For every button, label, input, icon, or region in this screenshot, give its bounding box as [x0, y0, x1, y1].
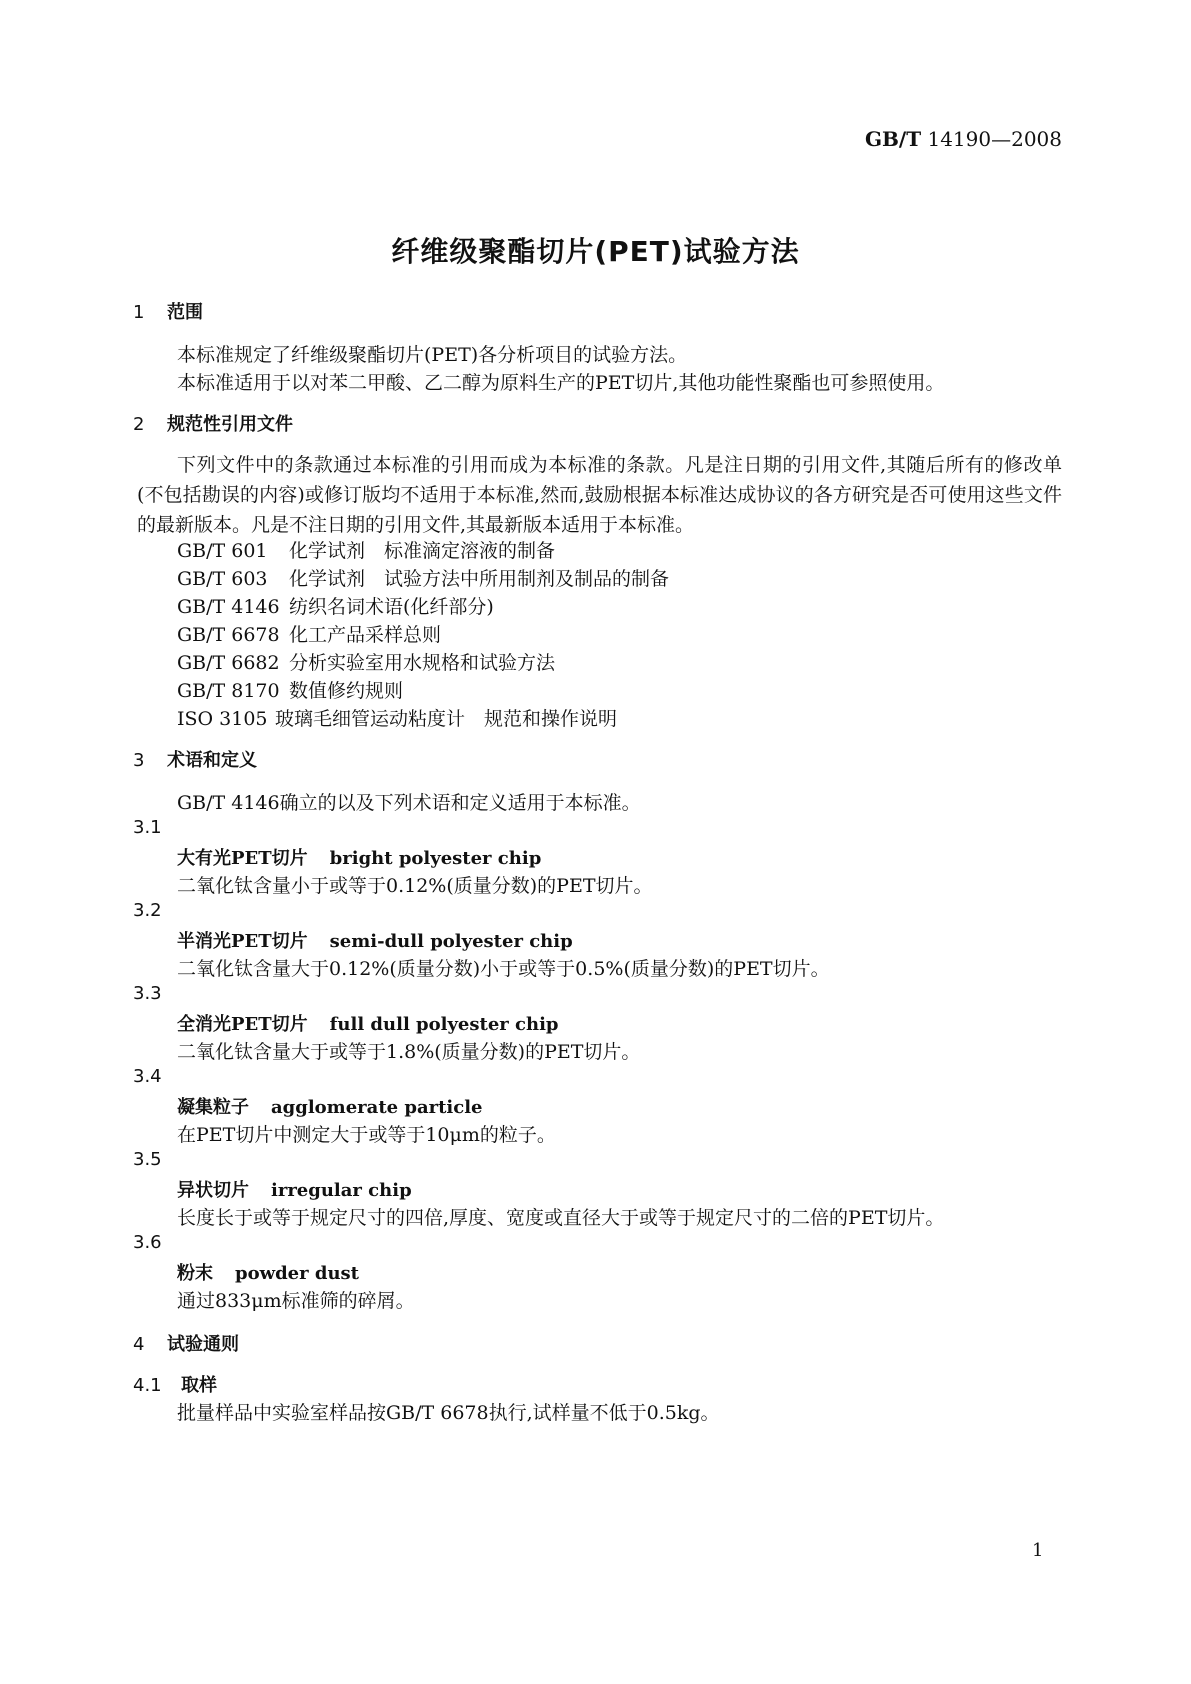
reference-item: GB/T 601 化学试剂 标准滴定溶液的制备: [177, 540, 556, 562]
reference-item: ISO 3105 玻璃毛细管运动粘度计 规范和操作说明: [177, 708, 618, 730]
standard-number: GB/T 14190—2008: [864, 127, 1062, 151]
section-1-heading: 1 范围: [133, 302, 203, 323]
reference-item: GB/T 6682 分析实验室用水规格和试验方法: [177, 652, 556, 674]
term-definition: 二氧化钛含量小于或等于0.12%(质量分数)的PET切片。: [177, 875, 653, 897]
term-definition: 在PET切片中测定大于或等于10μm的粒子。: [177, 1124, 556, 1146]
term-number: 3.4: [133, 1066, 162, 1087]
term-definition: 二氧化钛含量大于0.12%(质量分数)小于或等于0.5%(质量分数)的PET切片。: [177, 958, 830, 980]
term-number: 3.6: [133, 1232, 162, 1253]
term-definition: 通过833μm标准筛的碎屑。: [177, 1290, 415, 1312]
term-number: 3.5: [133, 1149, 162, 1170]
subsection-4-1-heading: 4.1 取样: [133, 1375, 217, 1396]
page-number: 1: [1032, 1540, 1044, 1561]
term-heading: 异状切片 irregular chip: [177, 1180, 412, 1201]
reference-item: GB/T 6678 化工产品采样总则: [177, 624, 442, 646]
terms-intro: GB/T 4146确立的以及下列术语和定义适用于本标准。: [177, 792, 641, 814]
scope-line-1: 本标准规定了纤维级聚酯切片(PET)各分析项目的试验方法。: [177, 344, 688, 366]
section-4-heading: 4 试验通则: [133, 1334, 239, 1355]
reference-item: GB/T 4146 纺织名词术语(化纤部分): [177, 596, 494, 618]
section-3-heading: 3 术语和定义: [133, 750, 257, 771]
term-heading: 全消光PET切片 full dull polyester chip: [177, 1014, 559, 1035]
scope-line-2: 本标准适用于以对苯二甲酸、乙二醇为原料生产的PET切片,其他功能性聚酯也可参照使用。: [177, 372, 945, 394]
term-heading: 凝集粒子 agglomerate particle: [177, 1097, 483, 1118]
term-heading: 大有光PET切片 bright polyester chip: [177, 848, 542, 869]
term-definition: 二氧化钛含量大于或等于1.8%(质量分数)的PET切片。: [177, 1041, 641, 1063]
reference-item: GB/T 603 化学试剂 试验方法中所用制剂及制品的制备: [177, 568, 670, 590]
term-heading: 半消光PET切片 semi-dull polyester chip: [177, 931, 573, 952]
normative-references-paragraph: 下列文件中的条款通过本标准的引用而成为本标准的条款。凡是注日期的引用文件,其随后所有的修改单(不包括勘误的内容)或修订版均不适用于本标准,然而,鼓励根据本标准达成协议的各方研究是否可使用这些文件的最新版本。凡是不注日期的引用文件,其最新版本适用于本标准。: [137, 454, 1062, 536]
term-number: 3.1: [133, 817, 162, 838]
term-number: 3.2: [133, 900, 162, 921]
term-number: 3.3: [133, 983, 162, 1004]
term-definition: 长度长于或等于规定尺寸的四倍,厚度、宽度或直径大于或等于规定尺寸的二倍的PET切片。: [177, 1207, 945, 1229]
page-title: 纤维级聚酯切片(PET)试验方法: [391, 235, 800, 268]
term-heading: 粉末 powder dust: [177, 1263, 359, 1284]
section-2-heading: 2 规范性引用文件: [133, 414, 293, 435]
reference-item: GB/T 8170 数值修约规则: [177, 680, 404, 702]
sampling-text: 批量样品中实验室样品按GB/T 6678执行,试样量不低于0.5kg。: [177, 1402, 720, 1424]
